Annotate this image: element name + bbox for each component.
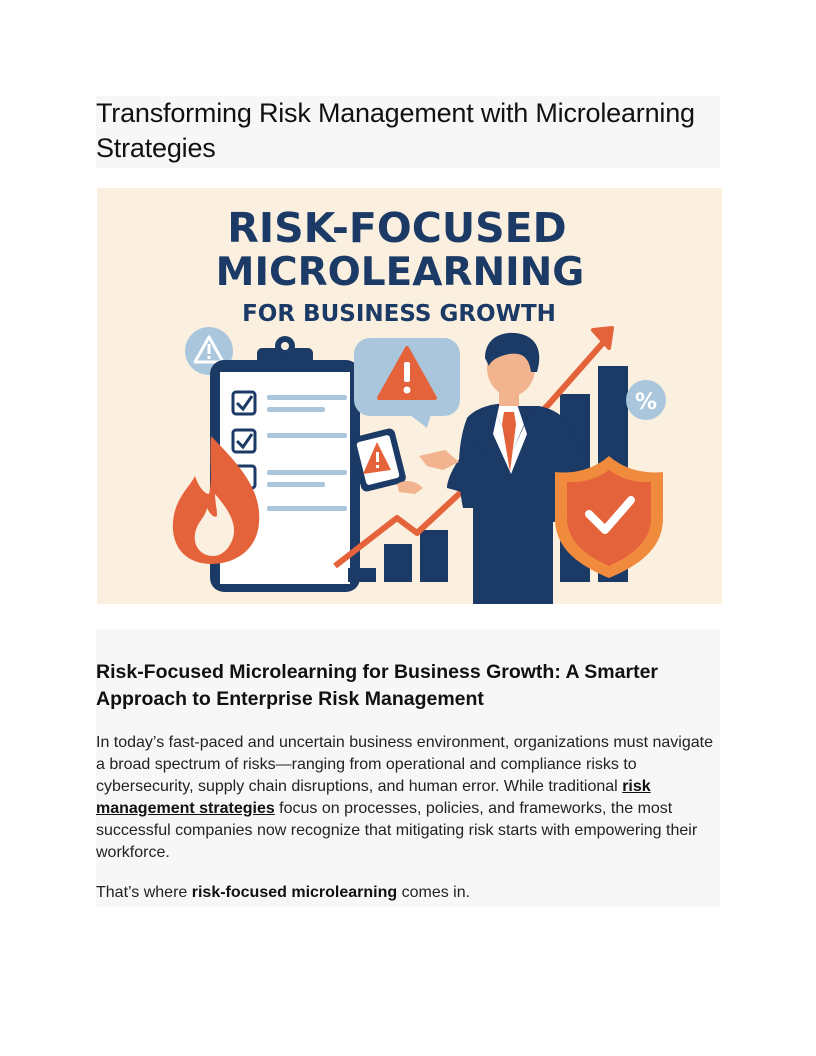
hero-illustration [97,188,722,604]
page-title: Transforming Risk Management with Microlearning Strategies [96,98,695,163]
title-section [96,96,720,168]
hero-svg [97,188,722,604]
intro-text-start: In today’s fast-paced and uncertain business environment, organizations must navigate a broad spectrum of risks—ranging from operational and compliance risks to cybersecurity, supply chain disruptions, and human error. While traditional [96,734,713,795]
closing-text-end: comes in. [397,884,471,901]
percent-badge-icon [626,380,666,420]
closing-text-start: That’s where [96,884,192,901]
article-section [96,629,720,907]
speech-bubble-warning-icon [354,338,460,428]
intro-paragraph [96,732,718,864]
intro-text-end: focus on processes, policies, and frameworks, the most successful companies now recognize that mitigating risk starts with empowering their workforce. [96,800,698,861]
closing-text-emphasis: risk-focused microlearning [191,884,398,901]
hero-headline-2: MICROLEARNING [215,250,585,295]
article-heading: Risk-Focused Microlearning for Business Growth: A Smarter Approach to Enterprise Risk Management [96,661,658,710]
hero-headline-1: RISK-FOCUSED [227,204,567,252]
hero-subheadline: FOR BUSINESS GROWTH [242,301,556,327]
percent-sign: % [634,390,658,415]
risk-management-strategies-link[interactable]: risk management strategies [96,778,651,817]
closing-paragraph [96,882,718,904]
